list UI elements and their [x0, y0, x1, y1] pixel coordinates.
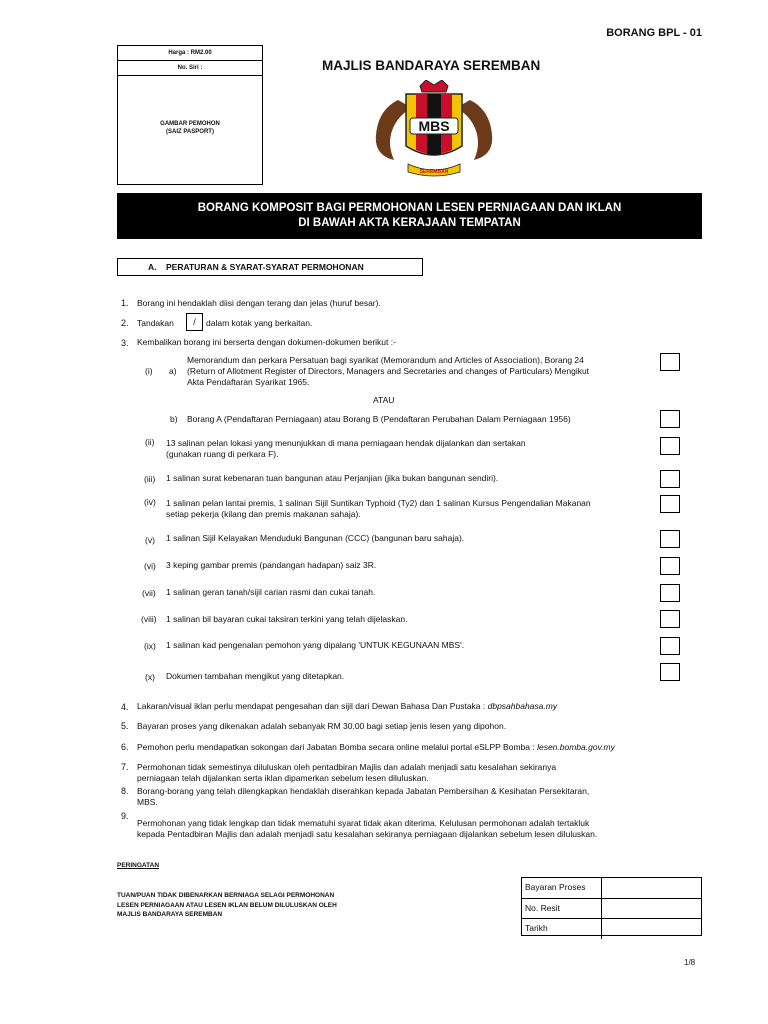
processing-fee-field[interactable] [602, 878, 701, 898]
checkbox-doc-vi[interactable] [660, 557, 680, 575]
doc-i-b-text: Borang A (Pendaftaran Perniagaan) atau Borang B (Pendaftaran Perubahan Dalam Perniagaan 1956) [187, 414, 571, 424]
doc-ii-roman: (ii) [145, 437, 155, 447]
page-number: 1/8 [684, 958, 696, 967]
rule-1-text: Borang ini hendaklah diisi dengan terang dan jelas (huruf besar). [137, 298, 381, 308]
warning-text: TUAN/PUAN TIDAK DIBENARKAN BERNIAGA SELAGI PERMOHONAN LESEN PERNIAGAAN ATAU LESEN IKLAN BELUM DILULUSKAN OLEH MAJLIS BANDARAYA SEREMBAN [117, 892, 337, 918]
checkbox-doc-viii[interactable] [660, 610, 680, 628]
checkbox-doc-iii[interactable] [660, 470, 680, 488]
doc-x-text: Dokumen tambahan mengikut yang ditetapkan. [166, 671, 345, 681]
checkbox-doc-iv[interactable] [660, 495, 680, 513]
rule-5-number: 5. [121, 721, 129, 731]
doc-v-roman: (v) [145, 535, 155, 545]
council-name: MAJLIS BANDARAYA SEREMBAN [322, 58, 541, 73]
photo-label: GAMBAR PEMOHON [160, 121, 220, 127]
rule-6-link: lesen.bomba.gov.my [537, 742, 615, 752]
checkbox-doc-i-b[interactable] [660, 410, 680, 428]
rule-2-after: dalam kotak yang berkaitan. [206, 318, 313, 328]
rule-3-text: Kembalikan borang ini berserta dengan dokumen-dokumen berikut :- [137, 337, 396, 347]
doc-i-a-text: Memorandum dan perkara Persatuan bagi syarikat (Memorandum and Articles of Association), Borang 24 (Return of Allotment Register of Directors, Managers and Secretaries and changes of Particulars) Mengikut Akta Pendaftaran Syarikat 1965. [187, 355, 590, 387]
photo-box [117, 45, 263, 185]
receipt-number-field[interactable] [602, 899, 701, 919]
checkbox-doc-v[interactable] [660, 530, 680, 548]
mbs-logo [368, 80, 500, 180]
doc-iv-text: 1 salinan pelan lantai premis, 1 salinan Sijil Suntikan Typhoid (Ty2) dan 1 salinan Kursus Pengendalian Makanan setiap pekerja (kilang dan premis makanan sahaja). [166, 498, 591, 519]
doc-ix-text: 1 salinan kad pengenalan pemohon yang dipalang 'UNTUK KEGUNAAN MBS'. [166, 640, 465, 650]
rule-9-number: 9. [121, 811, 129, 821]
rule-5-text: Bayaran proses yang dikenakan adalah sebanyak RM 30.00 bagi setiap jenis lesen yang dipohon. [137, 721, 507, 731]
serial-label: No. Siri : [118, 61, 262, 76]
rule-8-text: Borang-borang yang telah dilengkapkan hendaklah diserahkan kepada Jabatan Pembersihan & Kesihatan Persekitaran, MBS. [137, 786, 590, 807]
tick-example-box: / [186, 313, 203, 331]
price-label: Harga : RM2.00 [118, 46, 262, 61]
section-a-letter: A. [148, 262, 157, 272]
checkbox-doc-ii[interactable] [660, 437, 680, 455]
doc-x-roman: (x) [145, 672, 155, 682]
rule-2-number: 2. [121, 318, 129, 328]
logo-caption: SEREMBAN [419, 169, 449, 175]
rule-4-link: dbpsahbahasa.my [487, 701, 558, 711]
form-code: BORANG BPL - 01 [606, 27, 702, 39]
doc-vii-roman: (vii) [142, 588, 156, 598]
banner-line1: BORANG KOMPOSIT BAGI PERMOHONAN LESEN PERNIAGAAN DAN IKLAN [197, 202, 622, 214]
rule-7-text: Permohonan tidak semestinya diluluskan oleh pentadbiran Majlis dan adalah menjadi satu kesalahan sekiranya perniagaan telah dijalankan serta iklan dipamerkan sebelum lesen diluluskan. [137, 762, 557, 783]
rule-6-text: Pemohon perlu mendapatkan sokongan dari Jabatan Bomba secara online melalui portal eSLPP Bomba : lesen.bomba.gov.my [137, 742, 615, 752]
warning-heading: PERINGATAN [117, 862, 160, 869]
title-banner [117, 193, 702, 239]
doc-iv-roman: (iv) [144, 497, 156, 507]
rule-3-number: 3. [121, 338, 129, 348]
doc-vi-roman: (vi) [144, 561, 156, 571]
checkbox-doc-vii[interactable] [660, 584, 680, 602]
office-use-table [521, 877, 702, 936]
doc-i-roman: (i) [145, 366, 153, 376]
doc-viii-text: 1 salinan bil bayaran cukai taksiran terkini yang telah dijelaskan. [166, 614, 408, 624]
rule-2-before: Tandakan [137, 318, 174, 328]
banner-line2: DI BAWAH AKTA KERAJAAN TEMPATAN [298, 217, 521, 229]
rule-9-text: Permohonan yang tidak lengkap dan tidak mematuhi syarat tidak akan diterima. Kelulusan permohonan adalah tertakluk kepada Pentadbiran Majlis dan adalah menjadi satu kesalahan sekiranya perniagaan dijalankan sebelum lesen diluluskan. [137, 818, 598, 839]
photo-size-label: (SAIZ PASPORT) [166, 129, 214, 135]
checkbox-doc-x[interactable] [660, 663, 680, 681]
checkbox-doc-i-a[interactable] [660, 353, 680, 371]
doc-i-b-label: b) [170, 414, 178, 424]
doc-vii-text: 1 salinan geran tanah/sijil carian rasmi dan cukai tanah. [166, 587, 376, 597]
rule-4-number: 4. [121, 702, 129, 712]
doc-ii-text: 13 salinan pelan lokasi yang menunjukkan di mana perniagaan hendak dijalankan dan sertakan (gunakan ruang di perkara F). [166, 438, 526, 459]
date-field[interactable] [602, 919, 701, 939]
checkbox-doc-ix[interactable] [660, 637, 680, 655]
section-a-header [117, 258, 423, 276]
doc-iii-roman: (iii) [144, 474, 156, 484]
rule-7-number: 7. [121, 762, 129, 772]
doc-viii-roman: (viii) [141, 614, 157, 624]
doc-ix-roman: (ix) [144, 641, 156, 651]
date-label: Tarikh [522, 919, 602, 939]
doc-iii-text: 1 salinan surat kebenaran tuan bangunan atau Perjanjian (jika bukan bangunan sendiri). [166, 473, 499, 483]
doc-vi-text: 3 keping gambar premis (pandangan hadapan) saiz 3R. [166, 560, 377, 570]
doc-i-atau: ATAU [373, 395, 395, 405]
doc-v-text: 1 salinan Sijil Kelayakan Menduduki Bangunan (CCC) (bangunan baru sahaja). [166, 533, 465, 543]
rule-1-number: 1. [121, 298, 129, 308]
rule-8-number: 8. [121, 786, 129, 796]
receipt-number-label: No. Resit [522, 899, 602, 919]
doc-i-a-label: a) [169, 366, 177, 376]
rule-6-number: 6. [121, 742, 129, 752]
section-a-title: PERATURAN & SYARAT-SYARAT PERMOHONAN [166, 262, 364, 272]
rule-4-text: Lakaran/visual iklan perlu mendapat pengesahan dan sijil dari Dewan Bahasa Dan Pustaka : dbpsahbahasa.my [137, 701, 558, 711]
logo-letters: MBS [418, 118, 450, 134]
processing-fee-label: Bayaran Proses [522, 878, 602, 898]
